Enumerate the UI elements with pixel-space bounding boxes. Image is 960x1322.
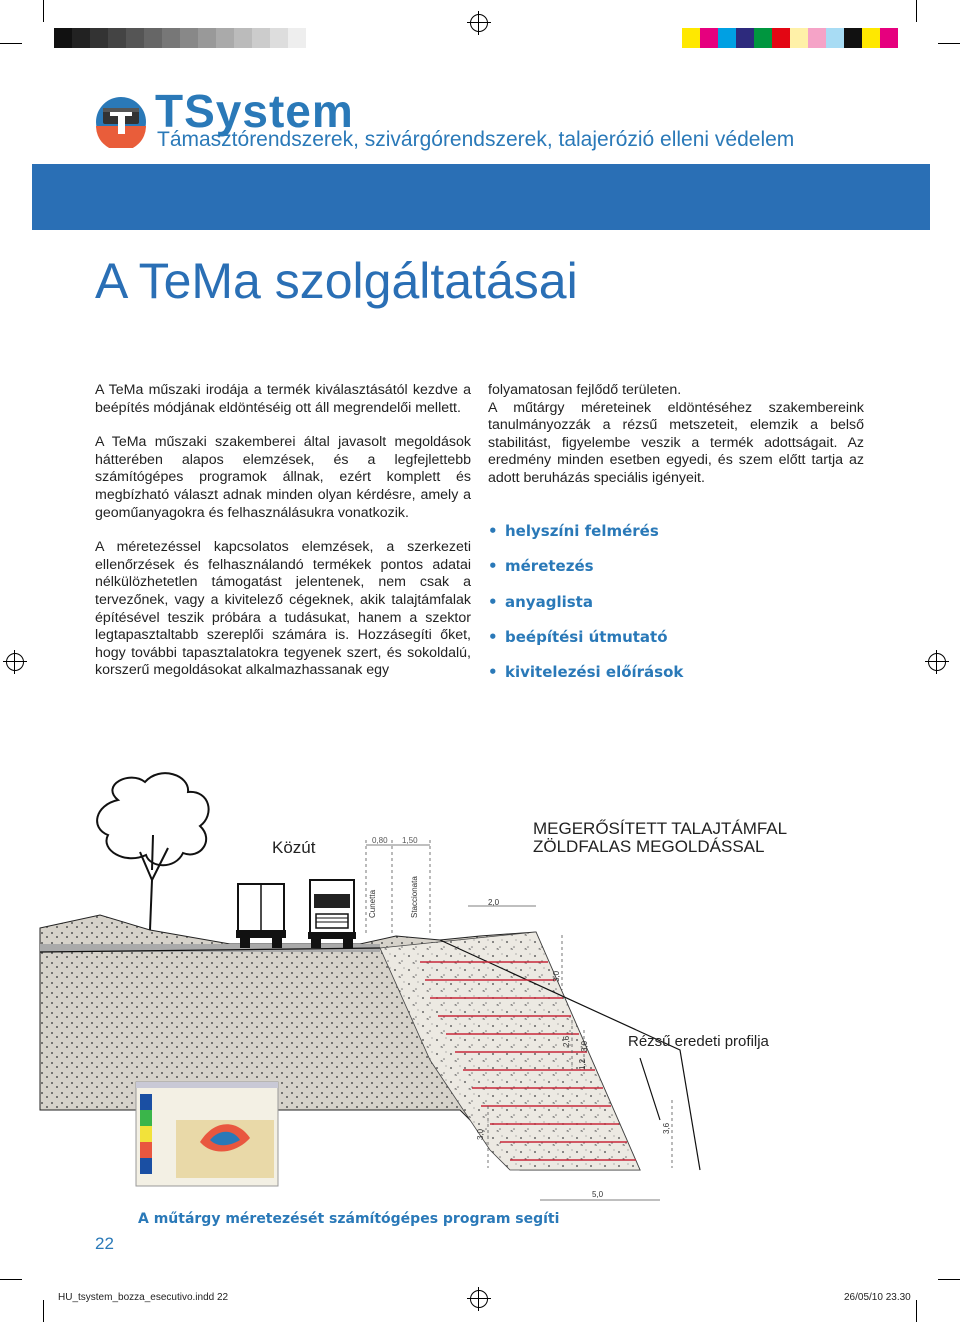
dimension-label: 2,0 — [488, 898, 500, 907]
dimension-label: 5,0 — [592, 1190, 604, 1199]
registration-mark-right — [928, 653, 946, 671]
list-item: • anyaglista — [488, 593, 864, 611]
paragraph: folyamatosan fejlődő területen. — [488, 382, 682, 398]
brand-name: TSystem — [155, 85, 354, 137]
software-screenshot — [136, 1082, 278, 1186]
paragraph: A méretezéssel kapcsolatos elemzések, a szerkezeti ellenőrzések és felhasználandó termékek pontos adatai nélkülözhetetlen támogatást jelentenek, nem csak a tervezőnek, vagy a kivitelező cégeknek, akik talajtámfalak építésével teszik próbára a tudásukat, hanem a szektor legtapasztaltabb szereplői számára is. Hozzásegíti őket, hogy további tapasztalatokra tegyenek szert, és sokoldalú, korszerű megoldásokat alkalmazhassanak egy — [95, 539, 471, 679]
left-column — [95, 382, 471, 697]
right-column — [488, 382, 864, 505]
services-list — [488, 522, 864, 698]
page-number: 22 — [95, 1234, 114, 1253]
truck-icon — [236, 884, 286, 948]
profile-label: Rézsű eredeti profilja — [628, 1033, 769, 1050]
diagram-title-line: MEGERŐSÍTETT TALAJTÁMFAL — [533, 819, 788, 838]
dimension-label: 3,0 — [476, 1128, 485, 1140]
header-bar — [32, 164, 930, 230]
list-item: • kivitelezési előírások — [488, 663, 864, 681]
crop-mark — [916, 1300, 917, 1322]
page-title: A TeMa szolgáltatásai — [95, 253, 578, 309]
wall-section-diagram — [0, 770, 960, 1220]
tsystem-logo — [95, 96, 147, 153]
list-item: • beépítési útmutató — [488, 628, 864, 646]
paragraph: A TeMa műszaki irodája a termék kiválasztásától kezdve a beépítés módjának eldöntéséig ott áll megrendelői mellett. — [95, 382, 471, 416]
registration-mark-left — [6, 653, 24, 671]
registration-mark-top — [470, 14, 488, 32]
dimension-label: 3,0 — [580, 1040, 589, 1052]
brand-tagline: Támasztórendszerek, szivárgórendszerek, talajerózió elleni védelem — [157, 128, 795, 151]
diagram-title-line: ZÖLDFALAS MEGOLDÁSSAL — [533, 837, 765, 856]
truck-icon — [308, 880, 356, 948]
crop-mark — [43, 1300, 44, 1322]
slug-file: HU_tsystem_bozza_esecutivo.indd 22 — [58, 1292, 229, 1303]
dimension-label: 2,6 — [562, 1035, 571, 1047]
cunetta-label: Cunetta — [368, 889, 377, 918]
crop-mark — [0, 1279, 22, 1280]
crop-mark — [43, 0, 44, 22]
crop-mark — [938, 1279, 960, 1280]
crop-mark — [0, 43, 22, 44]
dimension-label: 0,80 — [372, 836, 388, 845]
crop-mark — [916, 0, 917, 22]
diagram-title — [533, 820, 787, 856]
figure-caption: A műtárgy méretezését számítógépes program segíti — [138, 1211, 560, 1227]
dimension-label: 3,6 — [662, 1122, 671, 1134]
dimension-label: 1,2 — [578, 1058, 587, 1070]
registration-mark-bottom — [470, 1290, 488, 1308]
staccionata-label: Staccionata — [410, 876, 419, 918]
paragraph: A műtárgy méreteinek eldöntéséhez szakembereink tanulmányozzák a rézsű metszeteit, elemzik a belső stabilitást, figyelembe veszik a termék adottságait. Az eredmény minden esetben egyedi, és szem előtt tartja az adott beruházás speciális igényeit. — [488, 399, 864, 486]
dimension-label: 1,50 — [402, 836, 418, 845]
tree-icon — [97, 773, 208, 930]
list-item: • helyszíni felmérés — [488, 522, 864, 540]
dimension-label: 3,0 — [552, 970, 561, 982]
crop-mark — [938, 43, 960, 44]
list-item: • méretezés — [488, 557, 864, 575]
road-label: Közút — [272, 838, 316, 857]
paragraph: A TeMa műszaki szakemberei által javasolt megoldások hátterében alapos elemzések, és a legfejlettebb számítógépes programok állnak, ezért komplett és megbízható választ adnak minden olyan kérdésre, amely a geoműanyagokra és felhasználásukra vonatkozik. — [95, 434, 471, 521]
slug-date: 26/05/10 23.30 — [844, 1292, 911, 1303]
